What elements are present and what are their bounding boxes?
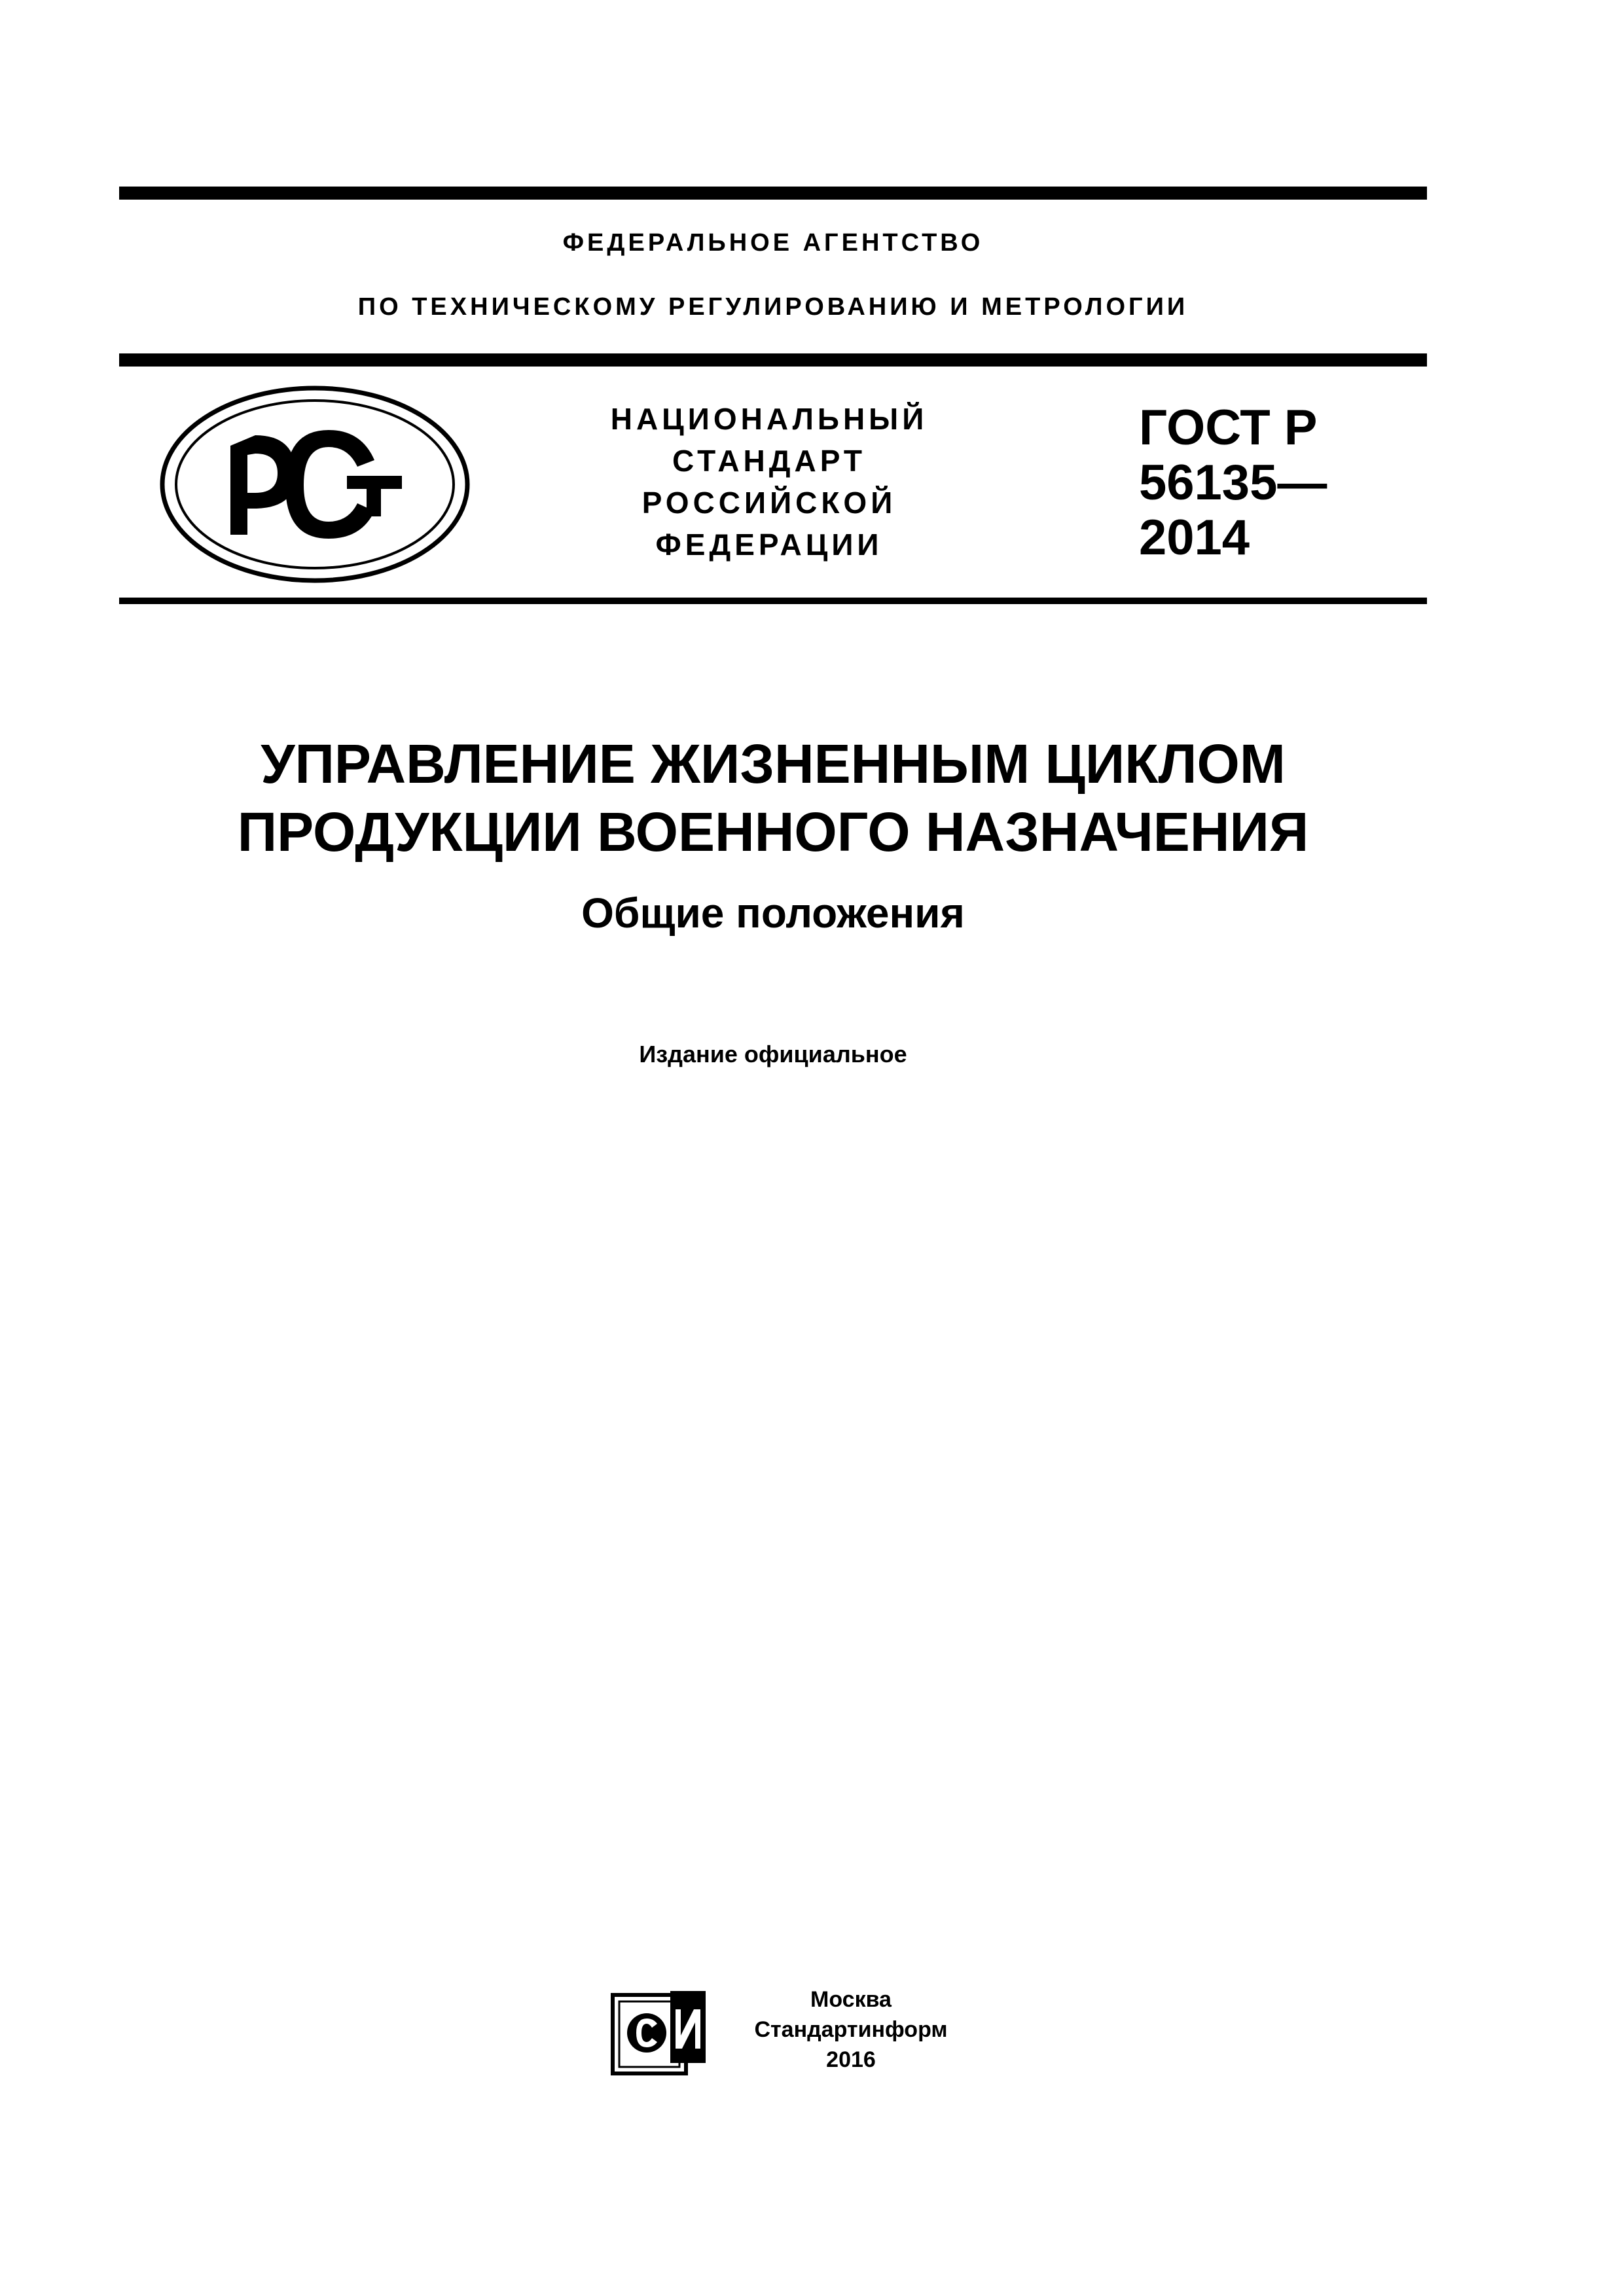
- standartinform-logo-icon: [610, 1990, 707, 2080]
- title-line-1: УПРАВЛЕНИЕ ЖИЗНЕННЫМ ЦИКЛОМ: [261, 733, 1286, 795]
- agency-line-1: ФЕДЕРАЛЬНОЕ АГЕНТСТВО: [562, 229, 984, 257]
- national-standard-line-4: ФЕДЕРАЦИИ: [655, 528, 883, 562]
- designation-line-2: 56135—: [1139, 455, 1327, 511]
- designation-line-1: ГОСТ Р: [1139, 400, 1318, 456]
- top-rule: [119, 187, 1427, 200]
- header-rule: [119, 353, 1427, 367]
- publisher-city: Москва: [810, 1987, 892, 2012]
- title-line-2: ПРОДУКЦИИ ВОЕННОГО НАЗНАЧЕНИЯ: [237, 801, 1309, 863]
- national-standard-line-3: РОССИЙСКОЙ: [641, 486, 897, 520]
- publisher-year: 2016: [826, 2047, 876, 2072]
- document-subtitle: Общие положения: [581, 889, 965, 937]
- edition-label: Издание официальное: [639, 1041, 907, 1067]
- national-standard-line-2: СТАНДАРТ: [672, 444, 866, 478]
- header-bottom-rule: [119, 598, 1427, 604]
- standard-designation: [1139, 401, 1327, 565]
- publisher-block: [727, 1984, 975, 2075]
- publisher-name: Стандартинформ: [754, 2017, 948, 2042]
- designation-line-3: 2014: [1139, 510, 1250, 565]
- document-title: [119, 730, 1427, 866]
- agency-line-2: ПО ТЕХНИЧЕСКОМУ РЕГУЛИРОВАНИЮ И МЕТРОЛОГИИ: [357, 293, 1189, 321]
- national-standard-label: [563, 398, 975, 565]
- national-standard-line-1: НАЦИОНАЛЬНЫЙ: [610, 402, 928, 436]
- rst-certification-logo-icon: [157, 383, 473, 586]
